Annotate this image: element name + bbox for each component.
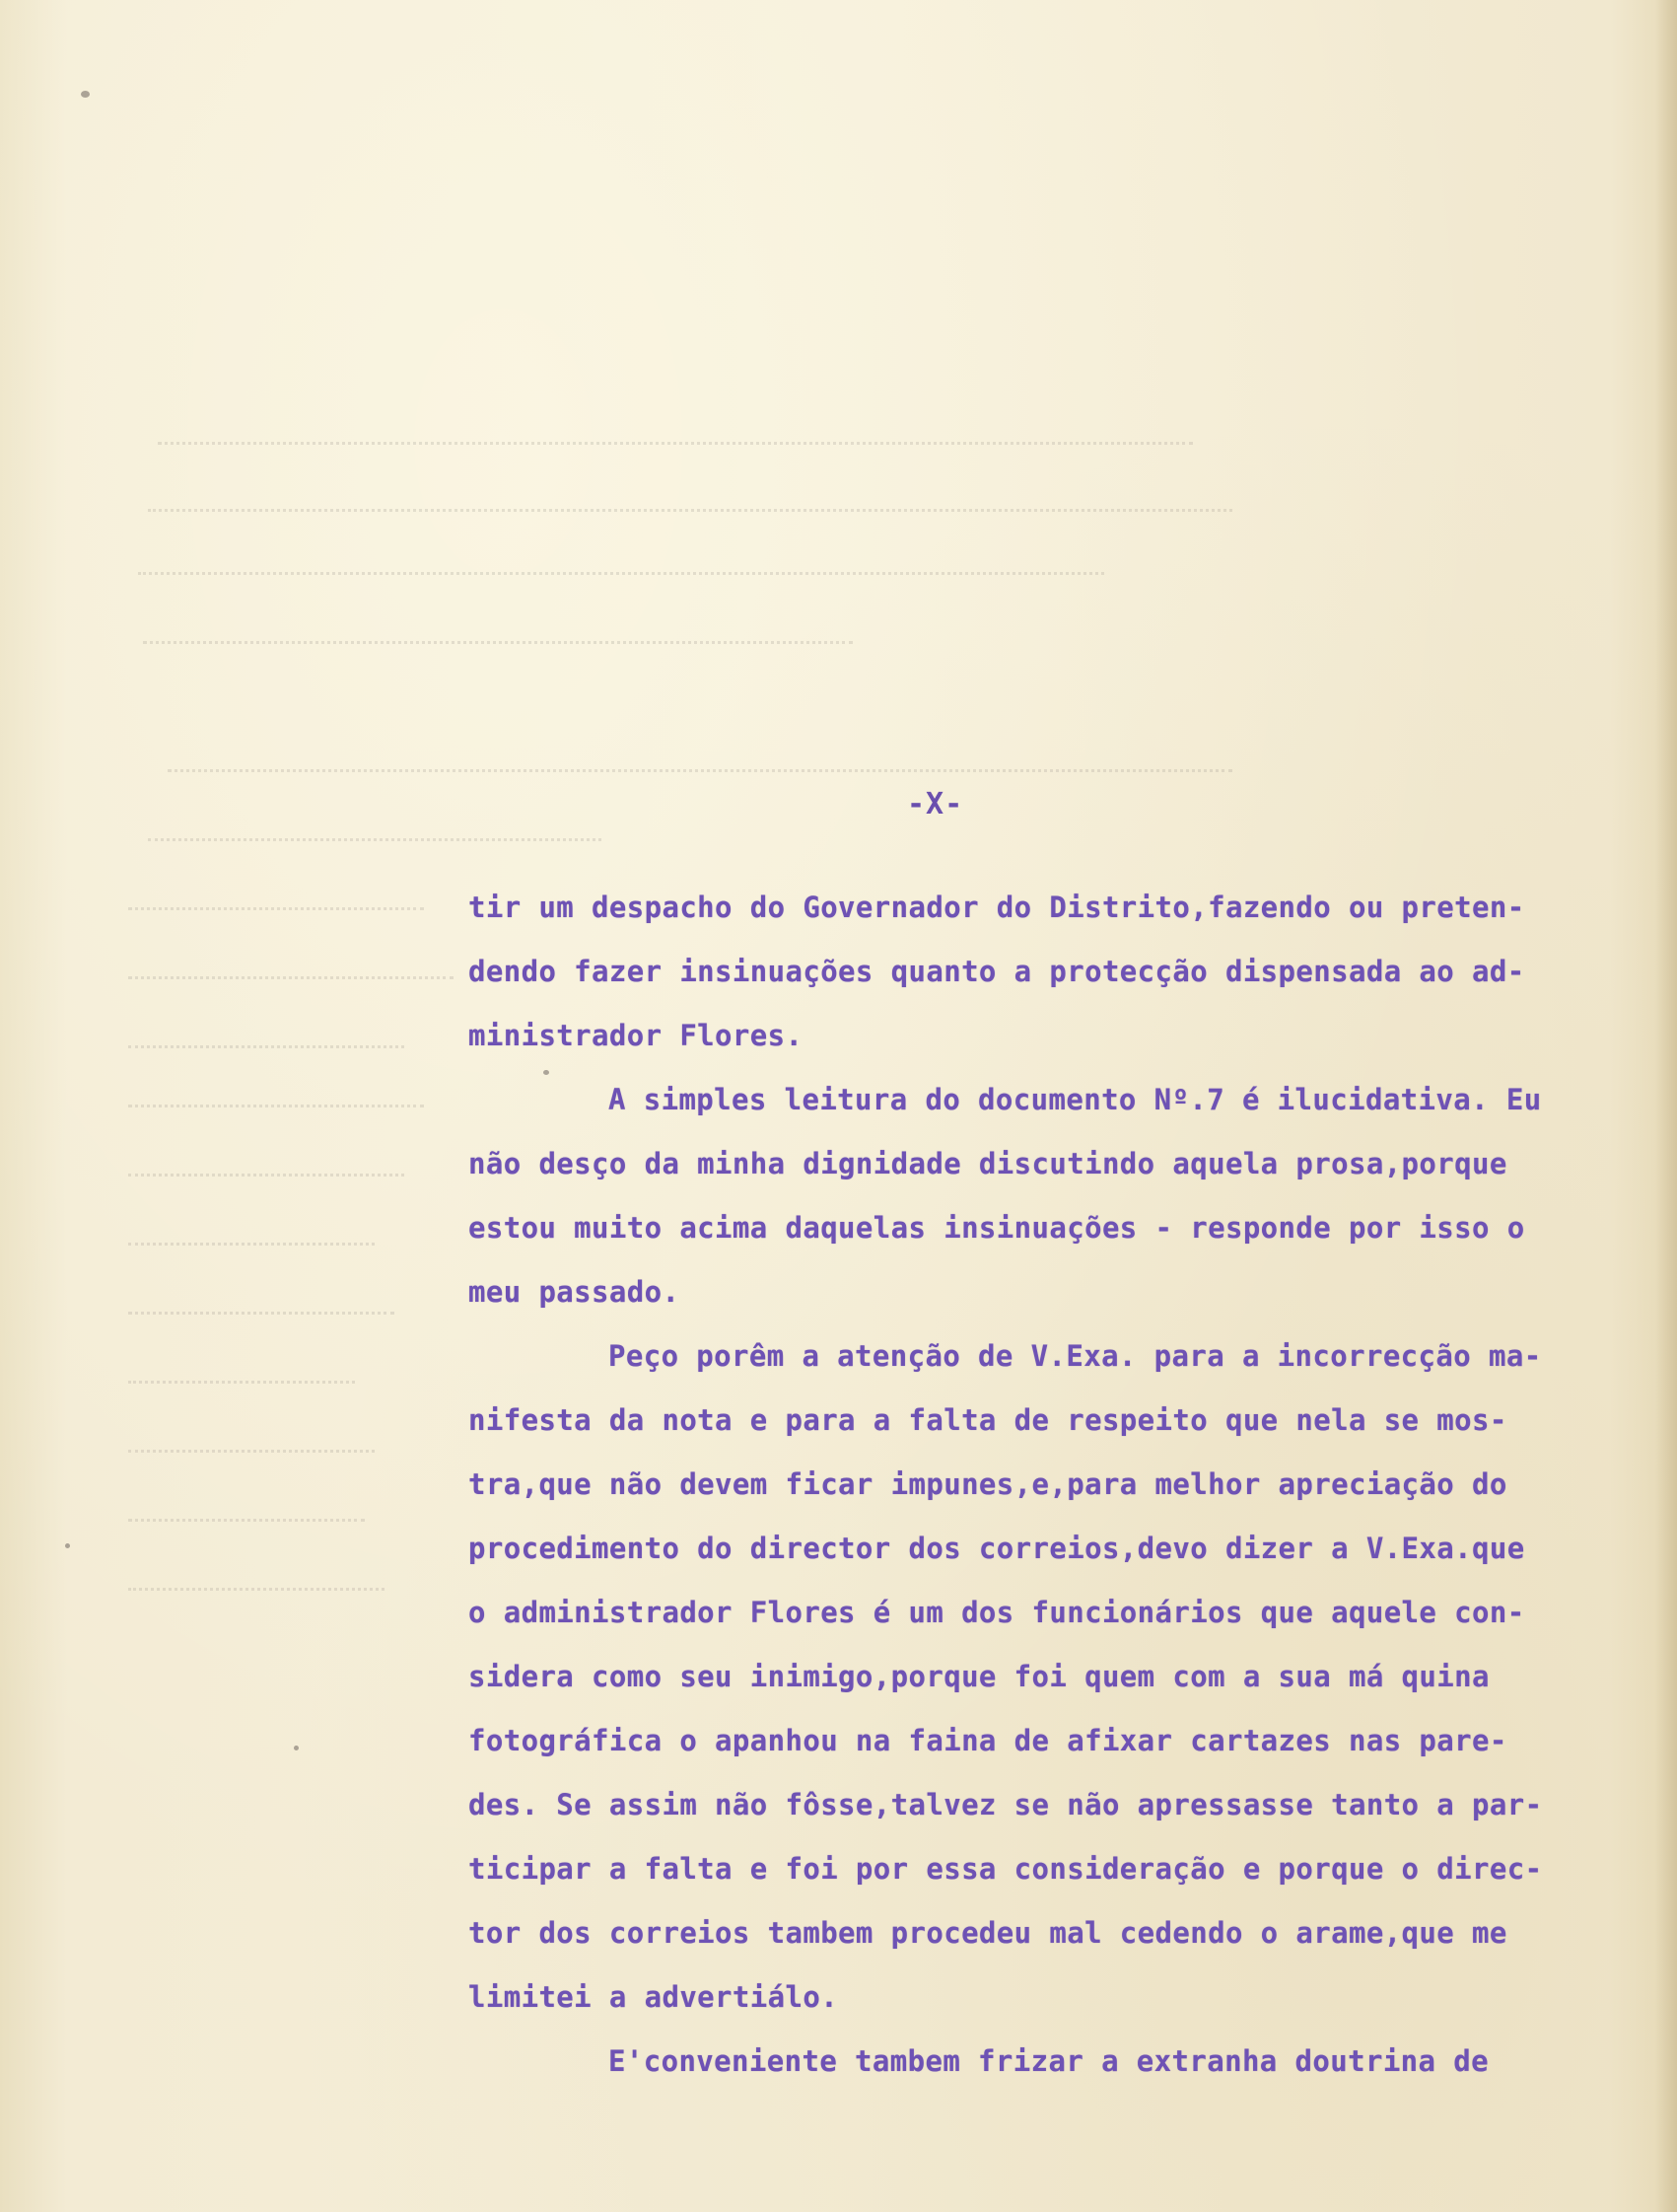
text-line: o administrador Flores é um dos funcionários que aquele con-	[468, 1596, 1525, 1629]
text-line: ministrador Flores.	[468, 1019, 804, 1052]
text-line: fotográfica o apanhou na faina de afixar cartazes nas pare-	[468, 1724, 1507, 1757]
text-line: A simples leitura do documento Nº.7 é ilucidativa. Eu	[608, 1083, 1542, 1116]
text-line: E'conveniente tambem frizar a extranha doutrina de	[608, 2044, 1489, 2078]
text-line: sidera como seu inimigo,porque foi quem com a sua má quina	[468, 1660, 1490, 1693]
text-line: dendo fazer insinuações quanto a protecção dispensada ao ad-	[468, 955, 1525, 988]
text-line: procedimento do director dos correios,devo dizer a V.Exa.que	[468, 1532, 1525, 1565]
text-line: nifesta da nota e para a falta de respeito que nela se mos-	[468, 1403, 1507, 1437]
text-line: des. Se assim não fôsse,talvez se não apressasse tanto a par-	[468, 1788, 1543, 1821]
paper-speck	[294, 1746, 299, 1750]
text-line: tra,que não devem ficar impunes,e,para melhor apreciação do	[468, 1467, 1507, 1501]
paper-edge-shadow	[1655, 0, 1677, 2212]
text-line: limitei a advertiálo.	[468, 1980, 839, 2014]
text-line: ticipar a falta e foi por essa consideração e porque o direc-	[468, 1852, 1543, 1886]
text-line: não desço da minha dignidade discutindo aquela prosa,porque	[468, 1147, 1507, 1180]
typed-text-body	[468, 876, 1651, 2094]
text-line: meu passado.	[468, 1275, 680, 1309]
paper-speck	[81, 91, 90, 98]
text-line: tor dos correios tambem procedeu mal cedendo o arame,que me	[468, 1916, 1507, 1950]
text-line: estou muito acima daquelas insinuações - responde por isso o	[468, 1211, 1525, 1245]
text-line: tir um despacho do Governador do Distrito,fazendo ou preten-	[468, 891, 1525, 924]
text-line: Peço porêm a atenção de V.Exa. para a incorrecção ma-	[608, 1339, 1542, 1373]
page-number-marker: -X-	[907, 787, 964, 821]
paper-speck	[65, 1543, 70, 1548]
